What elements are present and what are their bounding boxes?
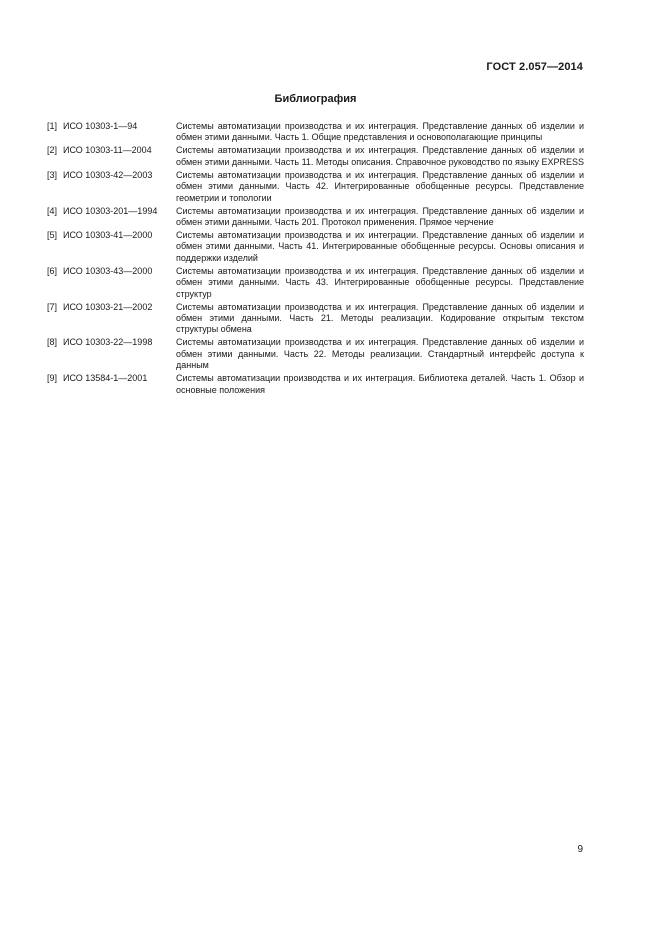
bibliography-entry — [47, 337, 584, 371]
entry-code: ИСО 10303-22—1998 — [63, 337, 153, 348]
entry-description: Системы автоматизации производства и их интеграция. Представление данных об изделии и обмен этими данными. Часть 11. Методы описания. Справочное руководство по языку EXPRESS — [176, 145, 585, 167]
bibliography-entry — [47, 121, 584, 144]
bibliography-entry — [47, 373, 584, 396]
entry-code: ИСО 10303-42—2003 — [63, 169, 153, 180]
entry-number: [1] — [47, 121, 58, 131]
section-title: Библиография — [274, 93, 357, 105]
document-id: ГОСТ 2.057—2014 — [486, 61, 583, 73]
entry-code: ИСО 13584-1—2001 — [63, 373, 148, 384]
bibliography-entry — [47, 206, 584, 229]
entry-description: Системы автоматизации производства и их интеграция. Представление данных об изделии и обмен этими данными. Часть 43. Интегрированные обобщенные ресурсы. Представление структур — [176, 265, 584, 299]
entry-description: Системы автоматизации производства и их интеграция. Представление данных об изделии и обмен этими данными. Часть 201. Протокол применения. Прямое черчение — [176, 205, 584, 228]
entry-description: Системы автоматизации производства и их интеграция. Представление данных об изделии и обмен этими данными. Часть 21. Методы реализации. Кодирование открытым текстом структуры обмена — [176, 301, 584, 335]
entry-code: ИСО 10303-1—94 — [63, 121, 138, 131]
entry-number: [6] — [47, 265, 58, 276]
entry-code: ИСО 10303-41—2000 — [63, 230, 153, 241]
page-number: 9 — [577, 844, 583, 855]
bibliography-list — [47, 121, 584, 398]
entry-number: [4] — [47, 205, 58, 216]
entry-number: [5] — [47, 230, 58, 241]
entry-number: [3] — [47, 169, 58, 180]
entry-code: ИСО 10303-201—1994 — [63, 205, 158, 216]
bibliography-entry — [47, 145, 584, 168]
entry-description: Системы автоматизации производства и их интеграция. Представление данных об изделии и обмен этими данными. Часть 22. Методы реализации. Стандартный интерфейс доступа к данным — [176, 337, 584, 371]
entry-number: [7] — [47, 301, 58, 312]
entry-code: ИСО 10303-21—2002 — [63, 301, 153, 312]
entry-description: Системы автоматизации производства и их интеграция. Представление данных об изделии и обмен этими данными. Часть 1. Общие представления и основополагающие принципы — [176, 121, 584, 143]
bibliography-entry — [47, 266, 584, 300]
entry-number: [9] — [47, 373, 58, 384]
entry-code: ИСО 10303-11—2004 — [63, 145, 152, 156]
bibliography-entry — [47, 230, 584, 264]
entry-code: ИСО 10303-43—2000 — [63, 265, 153, 276]
entry-description: Системы автоматизации производства и их интеграция. Представление данных об изделии и обмен этими данными. Часть 42. Интегрированные обобщенные ресурсы. Представление геометрии и топологии — [176, 169, 584, 203]
bibliography-entry — [47, 170, 584, 204]
entry-number: [2] — [47, 145, 58, 156]
entry-number: [8] — [47, 337, 58, 348]
bibliography-entry — [47, 302, 584, 336]
entry-description: Системы автоматизации производства и их интеграции. Представление данных об изделии и обмен этими данными. Часть 41. Интегрированные обобщенные ресурсы. Основы описания и поддержки изделий — [176, 230, 584, 263]
entry-description: Системы автоматизации производства и их интеграция. Библиотека деталей. Часть 1. Обзор и основные положения — [176, 373, 584, 395]
